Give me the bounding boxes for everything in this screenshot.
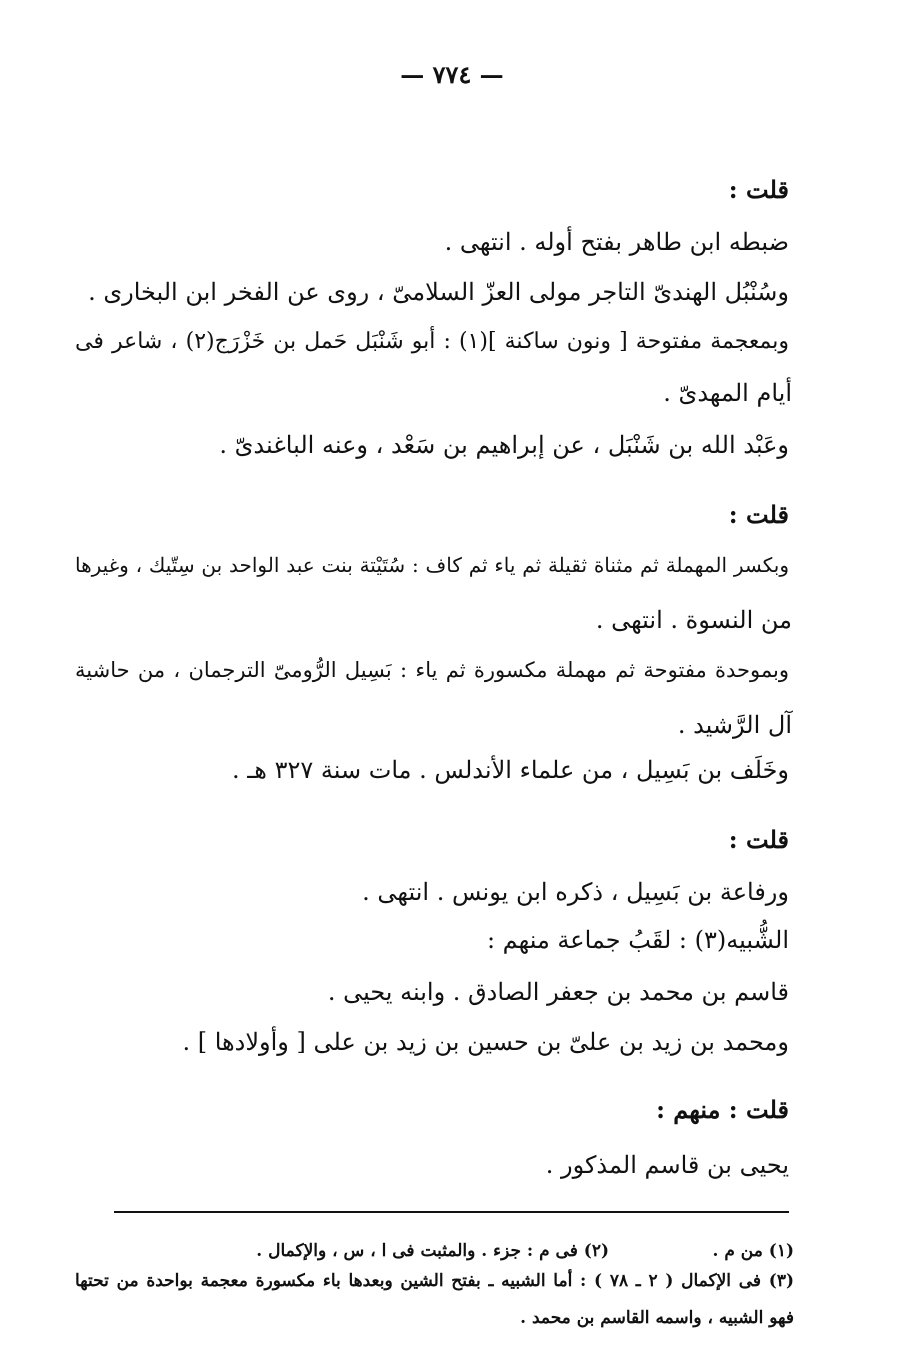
body-line-13: قلت : bbox=[728, 825, 789, 854]
footnote-2: (٢) فى م : جزء . والمثبت فى ا ، س ، والإكمال . bbox=[256, 1241, 609, 1261]
body-line-9: من النسوة . انتهى . bbox=[595, 606, 792, 634]
body-line-8: وبكسر المهملة ثم مثناة ثقيلة ثم ياء ثم كاف : سُتَيْتة بنت عبد الواحد بن سِتّيك ، وغيرها bbox=[75, 553, 789, 577]
body-line-3: وسُنْبُل الهندىّ التاجر مولى العزّ السلامىّ ، روى عن الفخر ابن البخارى . bbox=[88, 278, 789, 306]
footnote-3: (٣) فى الإكمال ( ٢ ـ ٧٨ ) : أما الشبيه ـ بفتح الشين وبعدها باء مكسورة معجمة بواحدة من تحتها bbox=[75, 1271, 794, 1291]
body-line-5: أيام المهدىّ . bbox=[663, 379, 792, 407]
body-line-19: يحيى بن قاسم المذكور . bbox=[545, 1151, 789, 1179]
body-line-2: ضبطه ابن طاهر بفتح أوله . انتهى . bbox=[444, 228, 789, 256]
body-line-17: ومحمد بن زيد بن علىّ بن حسين بن زيد بن على [ وأولادها ] . bbox=[182, 1028, 789, 1056]
body-line-12: وخَلَف بن بَسِيل ، من علماء الأندلس . مات سنة ٣٢٧ هـ . bbox=[232, 756, 789, 784]
footnote-1: (١) من م . bbox=[712, 1241, 794, 1261]
body-line-16: قاسم بن محمد بن جعفر الصادق . وابنه يحيى . bbox=[327, 978, 789, 1006]
body-line-6: وعَبْد الله بن شَنْبَل ، عن إبراهيم بن سَعْد ، وعنه الباغندىّ . bbox=[219, 431, 789, 459]
body-line-10: وبموحدة مفتوحة ثم مهملة مكسورة ثم ياء : بَسِيل الرُّومىّ الترجمان ، من حاشية bbox=[75, 658, 789, 682]
body-line-11: آل الرَّشيد . bbox=[677, 711, 792, 739]
body-line-1: قلت : bbox=[728, 175, 789, 204]
body-line-14: ورفاعة بن بَسِيل ، ذكره ابن يونس . انتهى . bbox=[362, 878, 789, 906]
body-line-4: وبمعجمة مفتوحة [ ونون ساكنة ](١) : أبو شَنْبَل حَمل بن خَزْرَج(٢) ، شاعر فى bbox=[75, 329, 789, 354]
footnote-separator bbox=[114, 1211, 789, 1213]
footnote-3-continuation: فهو الشبيه ، واسمه القاسم بن محمد . bbox=[520, 1308, 794, 1328]
body-line-7: قلت : bbox=[728, 500, 789, 529]
body-line-18: قلت : منهم : bbox=[656, 1095, 789, 1124]
page-number: — ٧٧٤ — bbox=[400, 60, 504, 89]
body-line-15: الشُّبيه(٣) : لقَبُ جماعة منهم : bbox=[486, 926, 789, 954]
